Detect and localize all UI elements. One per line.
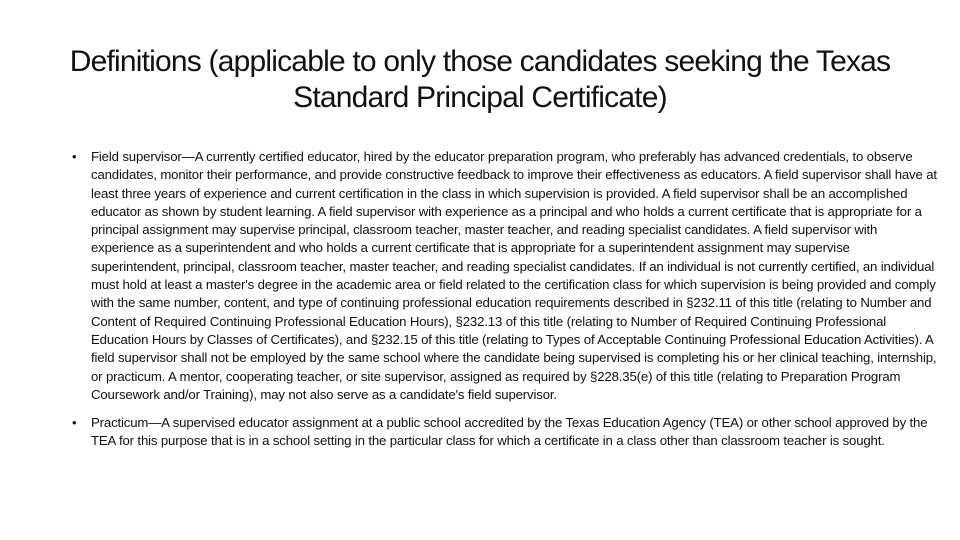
bullet-item-practicum xyxy=(72,414,938,451)
bullet-text-practicum: Practicum—A supervised educator assignment at a public school accredited by the Texas Education Agency (TEA) or other school approved by the TEA for this purpose that is in a school setting in the particular class for which a certificate in a class other than classroom teacher is sought. xyxy=(91,415,928,449)
bullet-list xyxy=(72,148,938,451)
slide-title: Definitions (applicable to only those candidates seeking the Texas Standard Principal Certificate) xyxy=(69,45,891,114)
bullet-marker: • xyxy=(72,415,77,431)
bullet-text-field-supervisor: Field supervisor—A currently certified educator, hired by the educator preparation program, who preferably has advanced credentials, to observe candidates, monitor their performance, and provide constructive feedback to improve their effectiveness as educators. A field supervisor shall have at least three years of experience and current certification in the class in which supervision is provided. A field supervisor shall be an accomplished educator as shown by student learning. A field supervisor with experience as a principal and who holds a current certificate that is appropriate for a principal assignment may supervise principal, classroom teacher, master teacher, and reading specialist candidates. A field supervisor with experience as a superintendent and who holds a current certificate that is appropriate for a superintendent assignment may supervise superintendent, principal, classroom teacher, master teacher, and reading specialist candidates. If an individual is not currently certified, an individual must hold at least a master's degree in the academic area or field related to the certification class for which supervision is being provided and comply with the same number, content, and type of continuing professional education requirements described in §232.11 of this title (relating to Number and Content of Required Continuing Professional Education Hours), §232.13 of this title (relating to Number of Required Continuing Professional Education Hours by Classes of Certificates), and §232.15 of this title (relating to Types of Acceptable Continuing Professional Education Activities). A field supervisor shall not be employed by the same school where the candidate being supervised is completing his or her clinical teaching, internship, or practicum. A mentor, cooperating teacher, or site supervisor, assigned as required by §228.35(e) of this title (relating to Preparation Program Coursework and/or Training), may not also serve as a candidate's field supervisor. xyxy=(91,149,937,402)
bullet-marker: • xyxy=(72,149,77,164)
bullet-item-field-supervisor xyxy=(72,148,938,404)
